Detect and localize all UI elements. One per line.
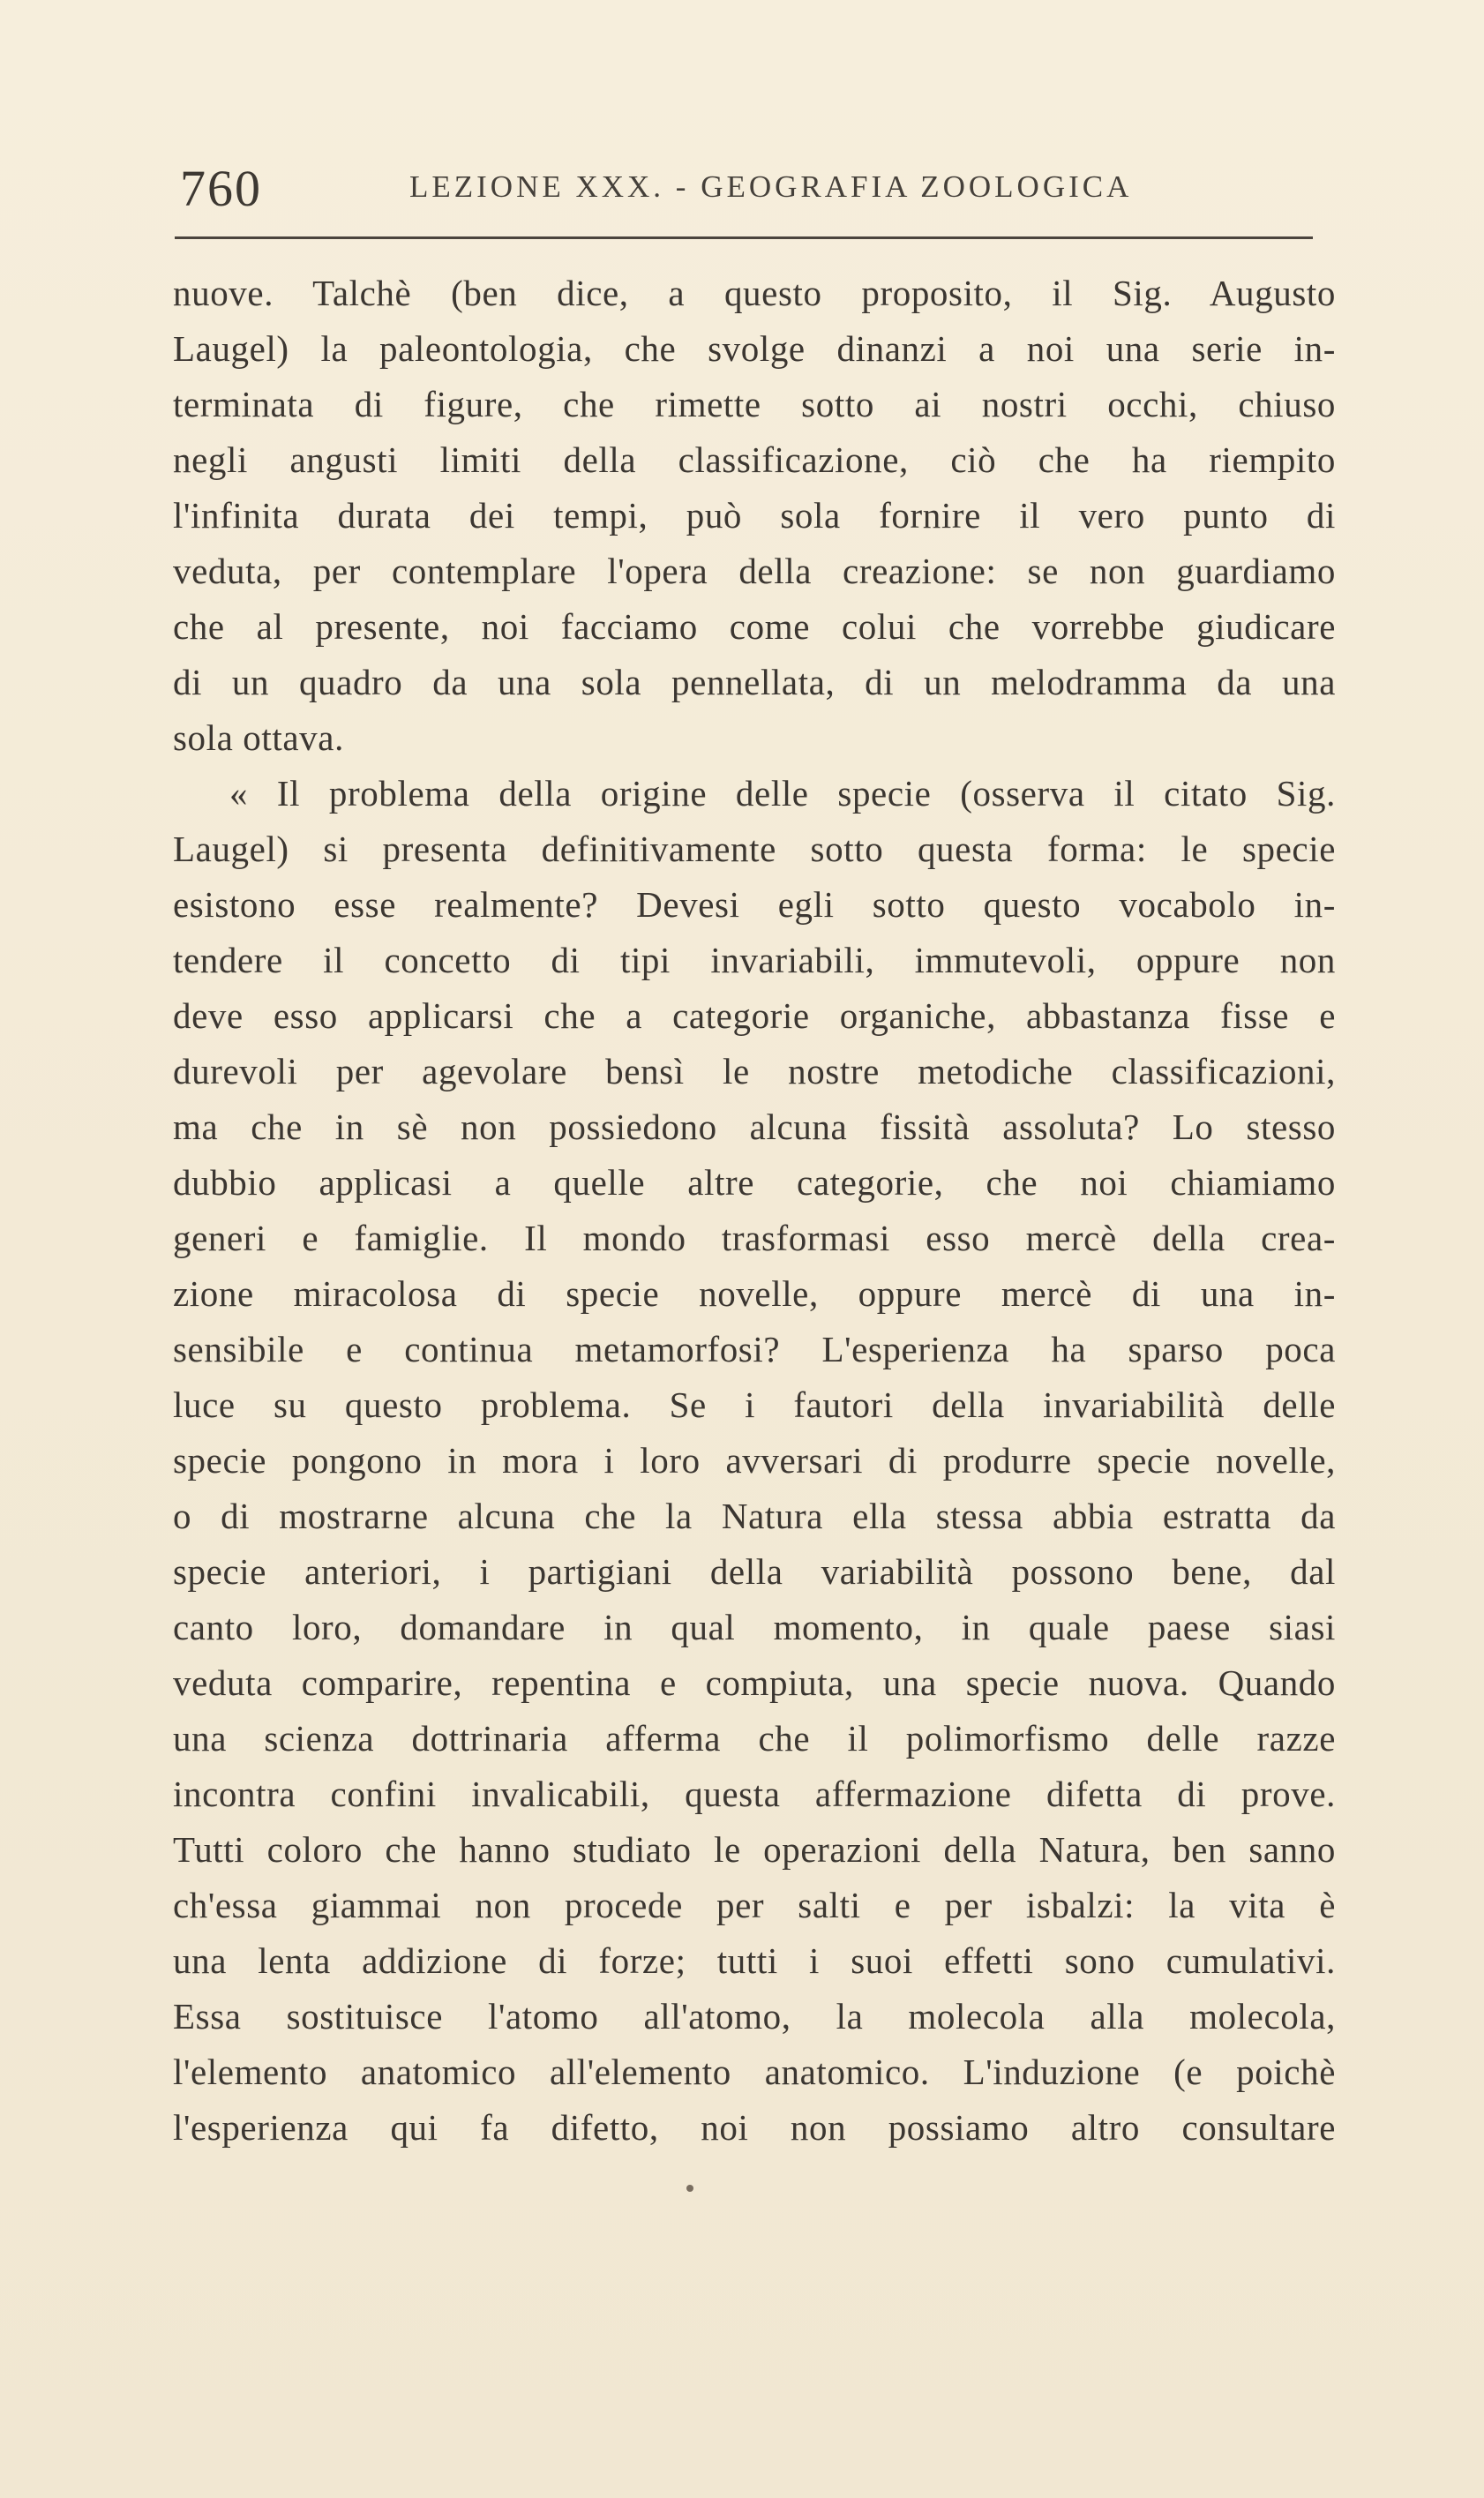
text-line-7: che al presente, noi facciamo come colui che vorrebbe giudicare [173,606,1336,647]
text-line-11: Laugel) si presenta definitivamente sotto questa forma: le specie [173,829,1336,869]
text-line-24: specie anteriori, i partigiani della variabilità possono bene, dal [173,1551,1336,1592]
text-line-34: l'esperienza qui fa difetto, noi non possiamo altro consultare [173,2107,1336,2148]
running-title: LEZIONE XXX. - GEOGRAFIA ZOOLOGICA [409,169,1133,204]
text-line-17: dubbio applicasi a quelle altre categorie, che noi chiamiamo [173,1162,1336,1203]
text-line-14: deve esso applicarsi che a categorie organiche, abbastanza fisse e [173,995,1336,1036]
text-line-10: « Il problema della origine delle specie (osserva il citato Sig. [229,773,1336,814]
text-line-18: generi e famiglie. Il mondo trasformasi esso mercè della crea- [173,1218,1336,1258]
text-line-9: sola ottava. [173,717,344,758]
text-line-19: zione miracolosa di specie novelle, oppure mercè di una in- [173,1273,1336,1314]
ink-spot [686,2185,693,2192]
text-line-15: durevoli per agevolare bensì le nostre metodiche classificazioni, [173,1051,1336,1091]
text-line-8: di un quadro da una sola pennellata, di un melodramma da una [173,662,1336,702]
page-header [173,148,1320,219]
text-line-1: nuove. Talchè (ben dice, a questo proposito, il Sig. Augusto [173,273,1336,313]
text-line-31: una lenta addizione di forze; tutti i suoi effetti sono cumulativi. [173,1940,1336,1981]
text-line-23: o di mostrarne alcuna che la Natura ella stessa abbia estratta da [173,1496,1336,1536]
text-line-20: sensibile e continua metamorfosi? L'esperienza ha sparso poca [173,1329,1336,1369]
text-line-29: Tutti coloro che hanno studiato le operazioni della Natura, ben sanno [173,1829,1336,1870]
text-line-26: veduta comparire, repentina e compiuta, una specie nuova. Quando [173,1662,1336,1703]
page-number: 760 [180,160,262,217]
text-line-22: specie pongono in mora i loro avversari di produrre specie novelle, [173,1440,1336,1481]
text-line-28: incontra confini invalicabili, questa affermazione difetta di prove. [173,1774,1336,1814]
text-line-13: tendere il concetto di tipi invariabili, immutevoli, oppure non [173,940,1336,980]
text-line-33: l'elemento anatomico all'elemento anatomico. L'induzione (e poichè [173,2052,1336,2092]
text-line-12: esistono esse realmente? Devesi egli sotto questo vocabolo in- [173,884,1336,925]
text-line-3: terminata di figure, che rimette sotto ai nostri occhi, chiuso [173,384,1336,424]
text-line-27: una scienza dottrinaria afferma che il polimorfismo delle razze [173,1718,1336,1759]
header-rule [175,236,1313,239]
text-line-30: ch'essa giammai non procede per salti e per isbalzi: la vita è [173,1885,1336,1925]
text-line-4: negli angusti limiti della classificazione, ciò che ha riempito [173,439,1336,480]
text-line-6: veduta, per contemplare l'opera della creazione: se non guardiamo [173,551,1336,591]
text-line-25: canto loro, domandare in qual momento, in quale paese siasi [173,1607,1336,1647]
text-line-21: luce su questo problema. Se i fautori della invariabilità delle [173,1384,1336,1425]
text-line-32: Essa sostituisce l'atomo all'atomo, la molecola alla molecola, [173,1996,1336,2037]
text-line-2: Laugel) la paleontologia, che svolge dinanzi a noi una serie in- [173,328,1336,369]
text-line-5: l'infinita durata dei tempi, può sola fornire il vero punto di [173,495,1336,536]
text-line-16: ma che in sè non possiedono alcuna fissità assoluta? Lo stesso [173,1106,1336,1147]
